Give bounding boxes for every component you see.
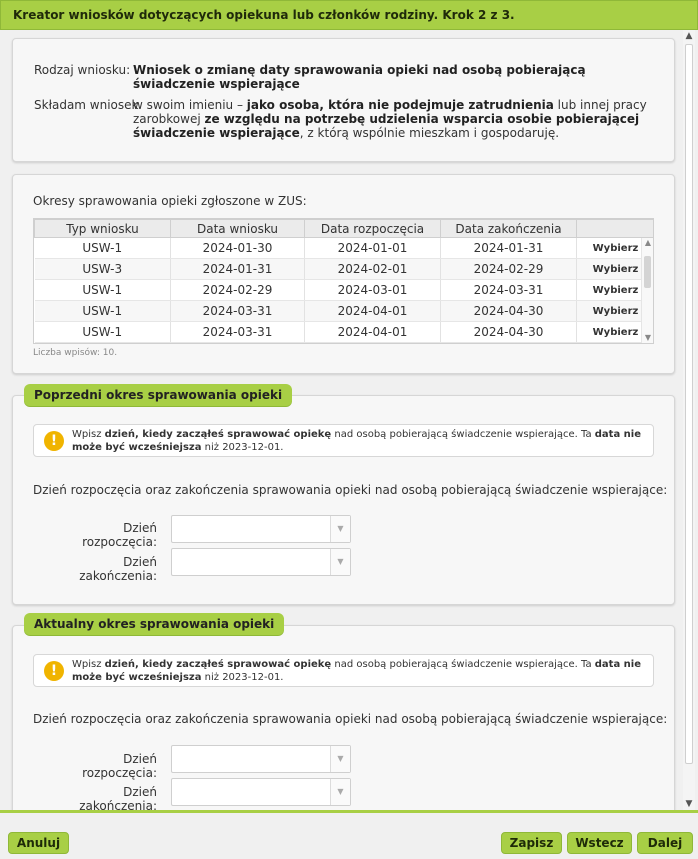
- table-row[interactable]: [35, 280, 655, 301]
- current-end-date-field[interactable]: [171, 778, 351, 806]
- periods-panel: [12, 174, 675, 374]
- cell-end: 2024-04-30: [441, 301, 577, 322]
- current-notice: [33, 654, 654, 687]
- periods-table: [34, 219, 654, 343]
- grid-scrollbar[interactable]: [641, 238, 653, 343]
- cell-end: 2024-02-29: [441, 259, 577, 280]
- current-start-label: Dzień rozpoczęcia:: [82, 752, 157, 780]
- notice-bold-1: dzień, kiedy zacząłeś sprawować opiekę: [104, 659, 332, 670]
- footer-bar: [0, 810, 698, 859]
- notice-text-2: nad osobą pobierającą świadczenie wspierające. Ta: [331, 659, 595, 670]
- content-area: [0, 30, 698, 810]
- chevron-down-icon[interactable]: ▼: [330, 549, 350, 575]
- table-row[interactable]: [35, 301, 655, 322]
- notice-bold-1: dzień, kiedy zacząłeś sprawować opiekę: [104, 429, 332, 440]
- notice-text-1: Wpisz: [72, 429, 105, 440]
- select-link[interactable]: Wybierz: [577, 322, 655, 343]
- cell-date: 2024-01-31: [171, 259, 305, 280]
- next-button[interactable]: Dalej: [637, 832, 693, 854]
- cell-start: 2024-04-01: [305, 301, 441, 322]
- table-header: [35, 220, 655, 238]
- table-row[interactable]: [35, 238, 655, 259]
- cell-end: 2024-04-30: [441, 322, 577, 343]
- current-dates-title: Dzień rozpoczęcia oraz zakończenia sprawowania opieki nad osobą pobierającą świadczenie wspierające:: [33, 712, 668, 726]
- periods-title: Okresy sprawowania opieki zgłoszone w ZUS:: [33, 194, 307, 208]
- cell-start: 2024-01-01: [305, 238, 441, 259]
- notice-text-2: nad osobą pobierającą świadczenie wspierające. Ta: [331, 429, 595, 440]
- scroll-up-icon[interactable]: ▲: [644, 238, 652, 247]
- previous-start-date-field[interactable]: [171, 515, 351, 543]
- cell-date: 2024-03-31: [171, 301, 305, 322]
- notice-bold-2: data nie może być wcześniejsza: [72, 429, 642, 453]
- current-notice-text: [72, 658, 647, 684]
- previous-end-date-field[interactable]: [171, 548, 351, 576]
- cell-end: 2024-01-31: [441, 238, 577, 259]
- cell-type: USW-1: [35, 301, 171, 322]
- submit-as-bold-2: ze względu na potrzebę udzielenia wsparcia osobie pobierającej świadczenie wspierające: [133, 112, 640, 140]
- current-period-tab: Aktualny okres sprawowania opieki: [24, 613, 284, 635]
- submit-as-bold-1: jako osoba, która nie podejmuje zatrudnienia: [246, 98, 554, 112]
- col-header-date[interactable]: Data wniosku: [171, 220, 305, 238]
- previous-period-panel: [12, 395, 675, 605]
- cancel-button[interactable]: Anuluj: [8, 832, 69, 854]
- cell-date: 2024-02-29: [171, 280, 305, 301]
- request-type-value: Wniosek o zmianę daty sprawowania opieki nad osobą pobierającą świadczenie wspierające: [133, 63, 586, 91]
- current-start-date-field[interactable]: [171, 745, 351, 773]
- select-link[interactable]: Wybierz: [577, 238, 655, 259]
- current-period-panel: [12, 625, 675, 810]
- scroll-down-icon[interactable]: ▼: [644, 333, 652, 342]
- current-end-label: Dzień zakończenia:: [79, 785, 157, 810]
- cell-start: 2024-04-01: [305, 322, 441, 343]
- notice-text-3: niż 2023-12-01.: [201, 442, 284, 453]
- cell-type: USW-1: [35, 322, 171, 343]
- notice-bold-2: data nie może być wcześniejsza: [72, 659, 642, 683]
- table-row[interactable]: [35, 259, 655, 280]
- previous-notice: [33, 424, 654, 457]
- save-button[interactable]: Zapisz: [501, 832, 562, 854]
- previous-dates-title: Dzień rozpoczęcia oraz zakończenia sprawowania opieki nad osobą pobierającą świadczenie wspierające:: [33, 483, 668, 497]
- summary-panel: [12, 38, 675, 162]
- chevron-down-icon[interactable]: ▼: [330, 746, 350, 772]
- back-button[interactable]: Wstecz: [567, 832, 632, 854]
- submit-as-value: [133, 98, 653, 140]
- page-scrollbar[interactable]: [683, 30, 695, 810]
- periods-grid: [33, 218, 654, 344]
- previous-start-label: Dzień rozpoczęcia:: [82, 521, 157, 549]
- cell-type: USW-1: [35, 280, 171, 301]
- cell-start: 2024-02-01: [305, 259, 441, 280]
- cell-date: 2024-03-31: [171, 322, 305, 343]
- submit-as-text-2: lub innej pracy zarobkowej: [133, 98, 647, 126]
- chevron-down-icon[interactable]: ▼: [330, 516, 350, 542]
- submit-as-text-1: w swoim imieniu –: [133, 98, 247, 112]
- cell-end: 2024-03-31: [441, 280, 577, 301]
- select-link[interactable]: Wybierz: [577, 280, 655, 301]
- warning-icon: !: [44, 431, 64, 451]
- chevron-down-icon[interactable]: ▼: [330, 779, 350, 805]
- request-type-label: Rodzaj wniosku:: [34, 63, 131, 77]
- select-link[interactable]: Wybierz: [577, 259, 655, 280]
- cell-type: USW-1: [35, 238, 171, 259]
- grid-scroll-thumb[interactable]: [644, 256, 651, 288]
- notice-text-1: Wpisz: [72, 659, 105, 670]
- col-header-start[interactable]: Data rozpoczęcia: [305, 220, 441, 238]
- previous-period-tab: Poprzedni okres sprawowania opieki: [24, 384, 292, 406]
- cell-start: 2024-03-01: [305, 280, 441, 301]
- window-title: Kreator wniosków dotyczących opiekuna lub członków rodziny. Krok 2 z 3.: [0, 0, 698, 30]
- table-row[interactable]: [35, 322, 655, 343]
- submit-as-label: Składam wniosek: [34, 98, 139, 112]
- scroll-up-icon[interactable]: ▲: [685, 31, 693, 41]
- submit-as-text-3: , z którą wspólnie mieszkam i gospodaruję.: [299, 126, 560, 140]
- scroll-down-icon[interactable]: ▼: [685, 799, 693, 809]
- cell-type: USW-3: [35, 259, 171, 280]
- notice-text-3: niż 2023-12-01.: [201, 672, 284, 683]
- col-header-action: [577, 220, 655, 238]
- entries-count: Liczba wpisów: 10.: [33, 348, 118, 358]
- cell-date: 2024-01-30: [171, 238, 305, 259]
- select-link[interactable]: Wybierz: [577, 301, 655, 322]
- previous-notice-text: [72, 428, 647, 454]
- previous-end-label: Dzień zakończenia:: [79, 555, 157, 583]
- page-scroll-thumb[interactable]: [685, 44, 693, 764]
- warning-icon: !: [44, 661, 64, 681]
- col-header-type[interactable]: Typ wniosku: [35, 220, 171, 238]
- col-header-end[interactable]: Data zakończenia: [441, 220, 577, 238]
